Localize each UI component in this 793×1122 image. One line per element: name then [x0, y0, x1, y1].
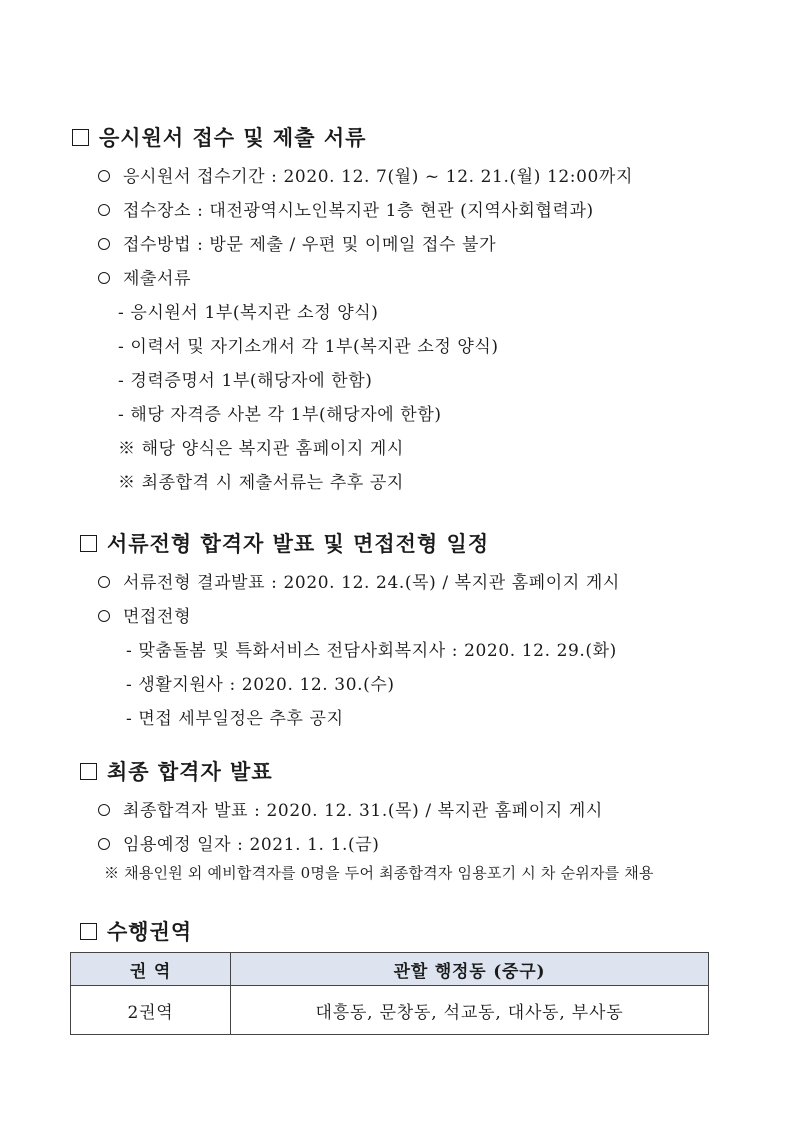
- note-item: ※ 채용인원 외 예비합격자를 0명을 두어 최종합격자 임용포기 시 차 순위자를 채용: [104, 864, 654, 882]
- section-heading: 수행권역: [80, 916, 192, 946]
- circle-bullet-icon: [98, 238, 110, 250]
- bullet-item: 접수방법 : 방문 제출 / 우편 및 이메일 접수 불가: [98, 230, 496, 255]
- table-header-row: [71, 953, 709, 986]
- sub-item: - 면접 세부일정은 추후 공지: [126, 709, 344, 729]
- circle-bullet-icon: [98, 610, 110, 622]
- table-cell: 대흥동, 문창동, 석교동, 대사동, 부사동: [231, 986, 709, 1035]
- sub-item: - 응시원서 1부(복지관 소정 양식): [118, 303, 379, 323]
- checkbox-square-icon: [80, 923, 97, 940]
- table-cell: 2권역: [71, 986, 231, 1035]
- note-item: ※ 최종합격 시 제출서류는 추후 공지: [118, 473, 404, 493]
- circle-bullet-icon: [98, 170, 110, 182]
- sub-item: - 이력서 및 자기소개서 각 1부(복지관 소정 양식): [118, 337, 499, 357]
- circle-bullet-icon: [98, 576, 110, 588]
- sub-item: - 맞춤돌봄 및 특화서비스 전담사회복지사 : 2020. 12. 29.(화): [126, 641, 617, 661]
- circle-bullet-icon: [98, 804, 110, 816]
- sub-item: - 해당 자격증 사본 각 1부(해당자에 한함): [118, 405, 442, 425]
- circle-bullet-icon: [98, 838, 110, 850]
- region-table: [70, 952, 709, 1035]
- table-header-cell: 권 역: [71, 953, 231, 986]
- section-heading: 서류전형 합격자 발표 및 면접전형 일정: [80, 528, 489, 558]
- bullet-item: 서류전형 결과발표 : 2020. 12. 24.(목) / 복지관 홈페이지 게시: [98, 568, 620, 593]
- bullet-item: 임용예정 일자 : 2021. 1. 1.(금): [98, 830, 379, 855]
- sub-item: - 생활지원사 : 2020. 12. 30.(수): [126, 675, 395, 695]
- sub-item: - 경력증명서 1부(해당자에 한함): [118, 371, 373, 391]
- bullet-item: 응시원서 접수기간 : 2020. 12. 7(월) ~ 12. 21.(월) 12:00까지: [98, 162, 633, 187]
- circle-bullet-icon: [98, 272, 110, 284]
- table-header-cell: 관할 행정동 (중구): [231, 953, 709, 986]
- table-row: [71, 986, 709, 1035]
- section-heading: 응시원서 접수 및 제출 서류: [72, 122, 366, 152]
- checkbox-square-icon: [80, 763, 97, 780]
- section-heading: 최종 합격자 발표: [80, 756, 273, 786]
- bullet-item: 면접전형: [98, 602, 191, 627]
- checkbox-square-icon: [80, 535, 97, 552]
- note-item: ※ 해당 양식은 복지관 홈페이지 게시: [118, 439, 404, 459]
- checkbox-square-icon: [72, 129, 89, 146]
- bullet-item: 최종합격자 발표 : 2020. 12. 31.(목) / 복지관 홈페이지 게시: [98, 796, 603, 821]
- bullet-item: 접수장소 : 대전광역시노인복지관 1층 현관 (지역사회협력과): [98, 196, 594, 221]
- bullet-item: 제출서류: [98, 264, 191, 289]
- circle-bullet-icon: [98, 204, 110, 216]
